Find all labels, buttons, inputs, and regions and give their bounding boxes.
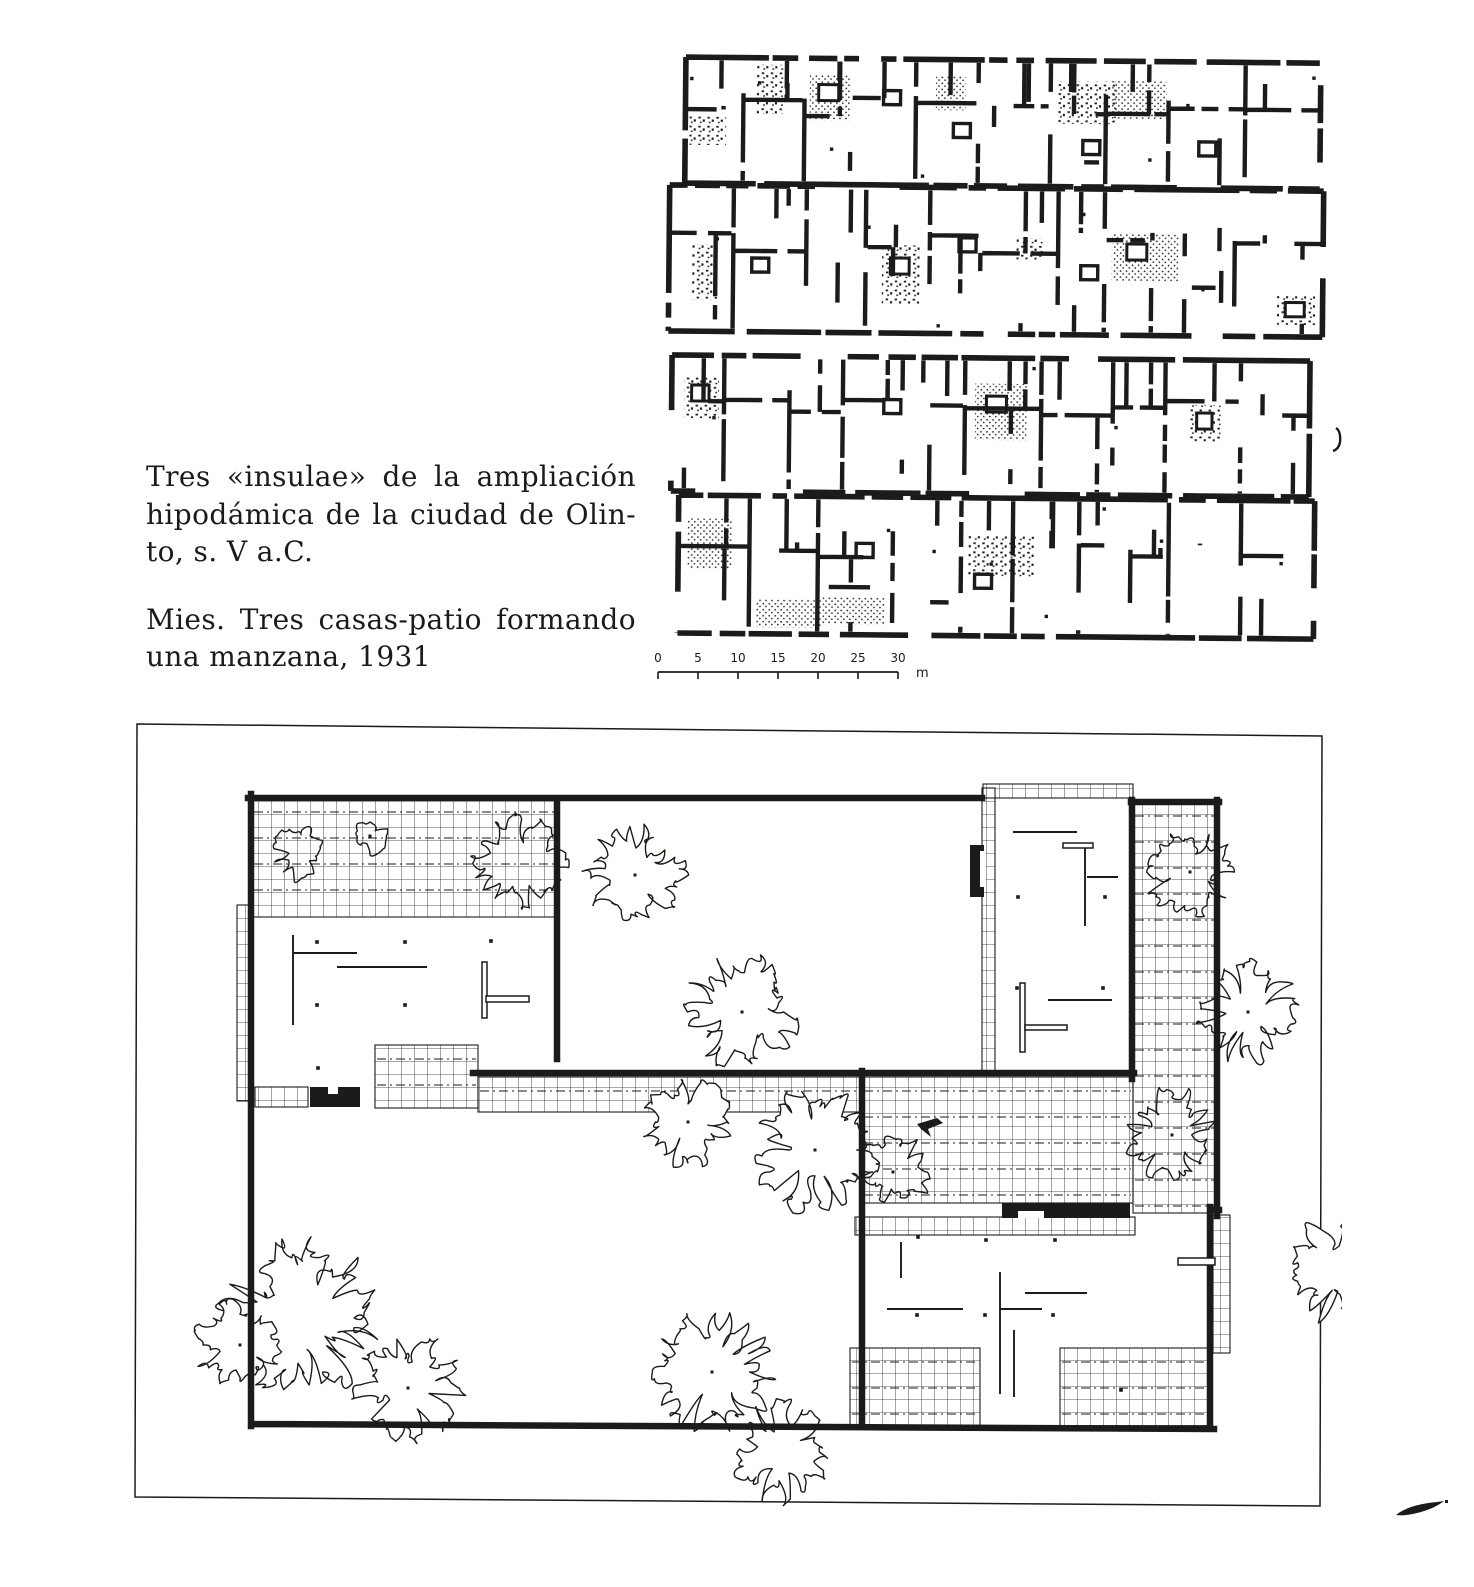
svg-text:5: 5 [694,651,702,665]
caption-line: Tres «insulae» de la ampliación [146,460,636,493]
scale-bar [644,640,964,692]
caption-line: to, s. V a.C. [146,535,314,568]
caption-block [146,458,636,706]
svg-text:25: 25 [850,651,866,665]
pen-mark [1392,1498,1456,1528]
svg-text:30: 30 [890,651,906,665]
caption-olynthus [146,458,636,571]
caption-line: una manzana, 1931 [146,640,431,673]
svg-text:10: 10 [730,651,746,665]
caption-mies [146,601,636,676]
olynthus-insulae-drawing [650,46,1350,658]
mies-three-courtyard-houses-drawing [128,710,1342,1526]
svg-text:15: 15 [770,651,786,665]
caption-line: Mies. Tres casas-patio formando [146,602,636,636]
svg-text:m: m [916,666,929,681]
svg-text:0: 0 [654,651,662,665]
svg-text:20: 20 [810,651,826,665]
caption-line: hipodámica de la ciudad de Olin- [146,497,636,531]
